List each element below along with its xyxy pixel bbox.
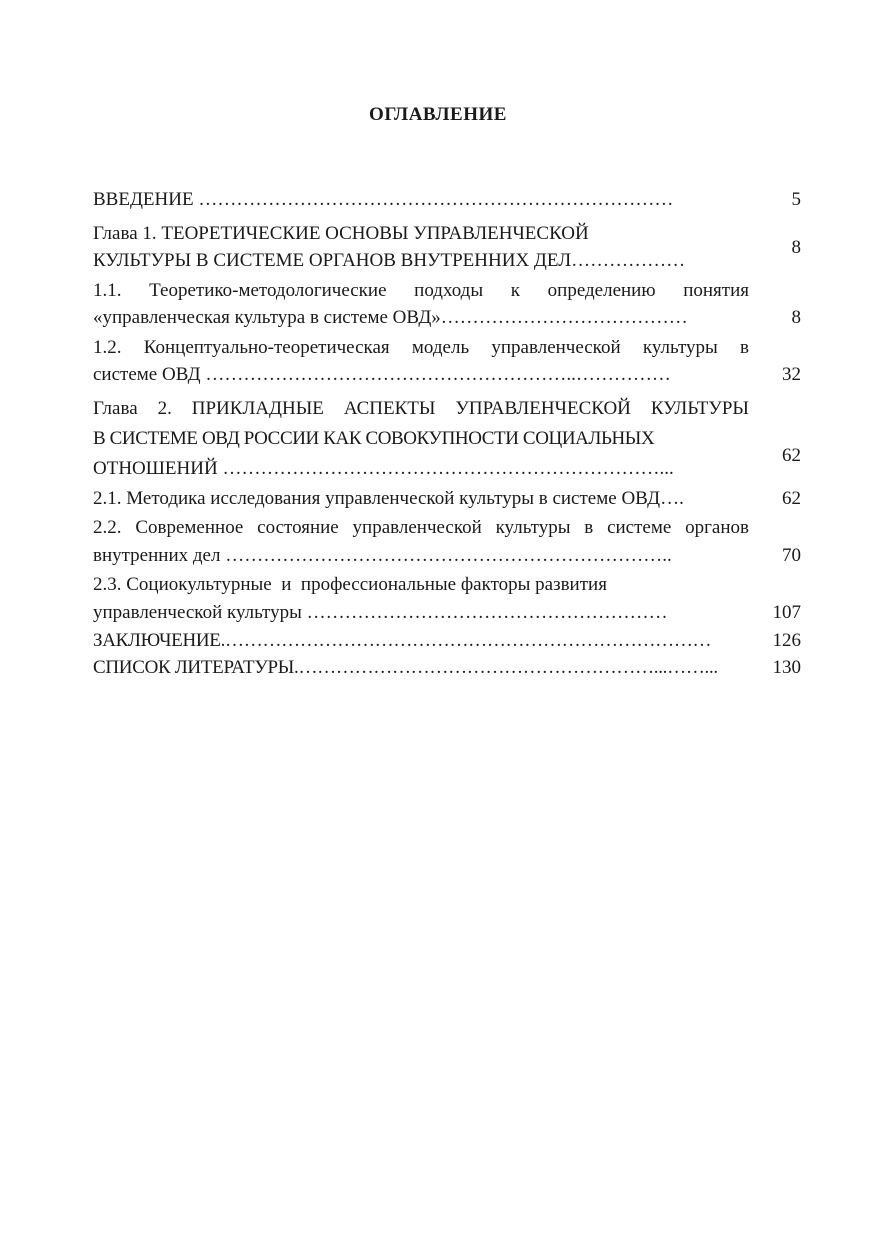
toc-page-number: 32: [782, 364, 801, 385]
toc-entry-line: Глава 2. ПРИКЛАДНЫЕ АСПЕКТЫ УПРАВЛЕНЧЕСКОЙ КУЛЬТУРЫ: [93, 398, 749, 419]
toc-entry-text: [93, 334, 749, 388]
toc-entry-chapter-1: [93, 220, 801, 274]
toc-entry-line: 1.1. Теоретико-методологические подходы к определению понятия: [93, 280, 749, 301]
toc-entry-line: 2.3. Социокультурные и профессиональные факторы развития: [93, 574, 607, 595]
toc-entry-line: 1.2. Концептуально-теоретическая модель управленческой культуры в: [93, 337, 749, 358]
toc-entry-text: [93, 627, 749, 654]
toc-entry-bibliography: [93, 654, 801, 681]
toc-entry-text: [93, 186, 749, 213]
toc-entry-line: 2.2. Современное состояние управленческой культуры в системе органов: [93, 517, 749, 538]
toc-entry-section-1-2: [93, 334, 801, 388]
toc-entry-text: [93, 571, 749, 627]
toc-page-number: [749, 237, 801, 274]
toc-page-number: 5: [791, 189, 801, 210]
toc-entry-line: ВВЕДЕНИЕ …………………………………………………………………: [93, 189, 674, 210]
toc-entry-section-2-1: [93, 485, 801, 512]
toc-entry-chapter-2: [93, 394, 801, 484]
toc-page-number: 130: [772, 657, 801, 678]
table-of-contents: [93, 186, 801, 681]
toc-page-number: 8: [791, 307, 801, 328]
toc-page-value: 8: [791, 237, 801, 258]
toc-entry-line: ОТНОШЕНИЙ ……………………………………………………………...: [93, 458, 674, 479]
toc-entry-introduction: [93, 186, 801, 213]
toc-page-number: [749, 445, 801, 484]
toc-entry-line: В СИСТЕМЕ ОВД РОССИИ КАК СОВОКУПНОСТИ СОЦИАЛЬНЫХ: [93, 428, 655, 449]
toc-entry-text: [93, 514, 749, 570]
toc-entry-text: [93, 220, 749, 274]
toc-page-value: 62: [782, 445, 801, 466]
toc-entry-line: СПИСОК ЛИТЕРАТУРЫ.…………………………………………………...……...: [93, 657, 718, 678]
toc-entry-section-2-3: [93, 571, 801, 627]
toc-page-number: 70: [782, 545, 801, 566]
toc-entry-text: [93, 485, 749, 512]
toc-entry-section-1-1: [93, 277, 801, 331]
toc-entry-section-2-2: [93, 514, 801, 570]
toc-entry-line: ЗАКЛЮЧЕНИЕ.……………………………………………………………………: [93, 630, 712, 651]
toc-entry-line: КУЛЬТУРЫ В СИСТЕМЕ ОРГАНОВ ВНУТРЕННИХ ДЕЛ………………: [93, 250, 686, 271]
toc-page-number: 62: [782, 488, 801, 509]
toc-entry-line: внутренних дел ……………………………………………………………..: [93, 545, 672, 566]
toc-entry-line: Глава 1. ТЕОРЕТИЧЕСКИЕ ОСНОВЫ УПРАВЛЕНЧЕСКОЙ: [93, 223, 589, 244]
toc-entry-conclusion: [93, 627, 801, 654]
toc-entry-text: [93, 394, 749, 484]
toc-entry-line: системе ОВД …………………………………………………..……………: [93, 364, 671, 385]
toc-page-number: 126: [772, 630, 801, 651]
toc-entry-line: 2.1. Методика исследования управленческой культуры в системе ОВД….: [93, 488, 684, 509]
toc-entry-text: [93, 277, 749, 331]
toc-entry-line: управленческой культуры …………………………………………………: [93, 602, 668, 623]
toc-page-number: 107: [772, 602, 801, 623]
toc-entry-line: «управленческая культура в системе ОВД»…………………………………: [93, 307, 688, 328]
toc-entry-text: [93, 654, 749, 681]
page-title: ОГЛАВЛЕНИЕ: [369, 104, 507, 125]
